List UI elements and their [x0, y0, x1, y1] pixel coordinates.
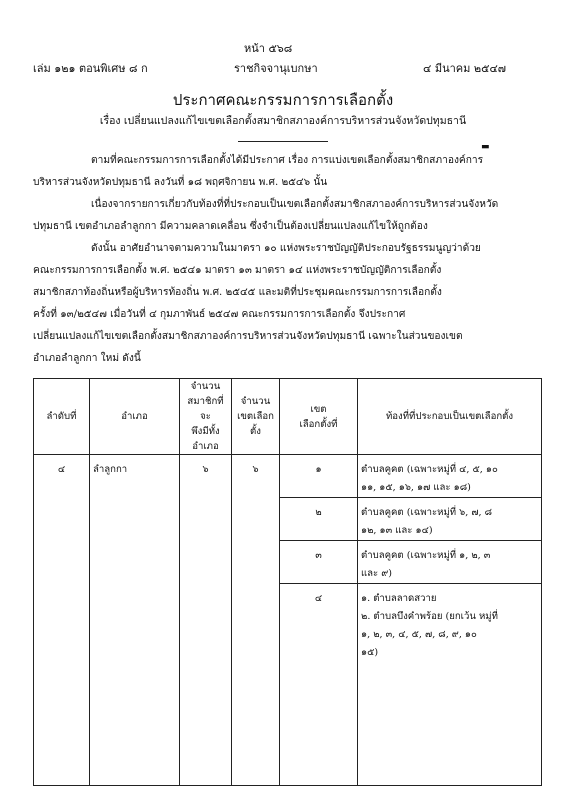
cell-text: ๒ [315, 507, 322, 519]
volume-info: เล่ม ๑๒๑ ตอนพิเศษ ๘ ก [33, 62, 148, 75]
col-header-district [90, 379, 180, 455]
area-line: ๑. ตำบลลาดสวาย [361, 593, 437, 605]
header-text: อำเภอ [192, 441, 219, 452]
paragraph-line: คณะกรรมการการเลือกตั้ง พ.ศ. ๒๕๔๑ มาตรา ๑๓ มาตรา ๑๔ แห่งพระราชบัญญัติการเลือกตั้ง [33, 265, 442, 276]
announcement-title: ประกาศคณะกรรมการการเลือกตั้ง [172, 91, 394, 109]
header-text: สมาชิกที่จะ [187, 396, 224, 422]
area-line: ตำบลคูคต (เฉพาะหมู่ที่ ๖, ๗, ๘ [361, 507, 493, 519]
paragraph-line: เปลี่ยนแปลงแก้ไขเขตเลือกตั้งสมาชิกสภาองค์การบริหารส่วนจังหวัดปทุมธานี เฉพาะในส่วนของเขต [33, 331, 463, 342]
col-header-seq [34, 379, 90, 455]
paragraph-line: ตามที่คณะกรรมการการเลือกตั้งได้มีประกาศ เรื่อง การแบ่งเขตเลือกตั้งสมาชิกสภาองค์การ [91, 155, 484, 166]
area-line: ตำบลคูคต (เฉพาะหมู่ที่ ๑, ๒, ๓ [361, 550, 491, 562]
col-header-areas [358, 379, 542, 455]
paragraph-line: เนื่องจากรายการเกี่ยวกับท้องที่ที่ประกอบเป็นเขตเลือกตั้งสมาชิกสภาองค์การบริหารส่วนจังหวัด [91, 199, 499, 210]
area-line: ๒. ตำบลบึงคำพร้อย (ยกเว้น หมู่ที่ [361, 611, 498, 623]
gazette-name: ราชกิจจานุเบกษา [234, 62, 318, 75]
header-text: เขตเลือกตั้ง [237, 411, 274, 437]
area-line: และ ๙) [361, 568, 393, 580]
paragraph-line: ปทุมธานี เขตอำเภอลำลูกกา มีความคลาดเคลื่อน ซึ่งจำเป็นต้องเปลี่ยนแปลงแก้ไขให้ถูกต้อง [33, 221, 428, 232]
header-text: จำนวน [190, 381, 221, 392]
cell-seq [34, 455, 90, 786]
cell-zone-no [280, 455, 358, 498]
cell-zone-no [280, 584, 358, 786]
cell-areas [358, 584, 542, 786]
header-text: ลำดับที่ [46, 411, 77, 422]
cell-zone-no [280, 498, 358, 541]
paragraph-line: อำเภอลำลูกกา ใหม่ ดังนี้ [33, 353, 141, 364]
stray-mark: ▬ [481, 142, 490, 152]
area-line: ๑๒, ๑๓ และ ๑๔) [361, 525, 433, 537]
table-row [34, 455, 542, 498]
paragraph-3 [33, 238, 481, 370]
area-line: ๑, ๒, ๓, ๔, ๕, ๗, ๘, ๙, ๑๐ [361, 629, 477, 641]
cell-zone-no [280, 541, 358, 584]
header-text: อำเภอ [121, 411, 148, 422]
cell-text: ลำลูกกา [93, 464, 128, 475]
cell-text: ๓ [315, 550, 322, 562]
cell-areas [358, 498, 542, 541]
col-header-zone-no [280, 379, 358, 455]
cell-zones [232, 455, 280, 786]
cell-text: ๑ [315, 464, 322, 475]
paragraph-line: ครั้งที่ ๑๓/๒๕๔๗ เมื่อวันที่ ๔ กุมภาพันธ์ ๒๕๔๗ คณะกรรมการการเลือกตั้ง จึงประกาศ [33, 309, 406, 320]
table-header-row [34, 379, 542, 455]
cell-text: ๖ [252, 464, 259, 475]
cell-district [90, 455, 180, 786]
header-text: พึงมีทั้ง [191, 426, 220, 437]
cell-areas [358, 455, 542, 498]
page-number: หน้า ๕๖๘ [244, 42, 293, 55]
publish-date: ๔ มีนาคม ๒๕๔๗ [423, 62, 507, 75]
paragraph-line: สมาชิกสภาท้องถิ่นหรือผู้บริหารท้องถิ่น พ.ศ. ๒๕๔๕ และมติที่ประชุมคณะกรรมการการเลือกตั้ง [33, 287, 442, 298]
header-text: เลือกตั้งที่ [299, 418, 338, 430]
cell-members [180, 455, 232, 786]
area-line: ตำบลคูคต (เฉพาะหมู่ที่ ๔, ๕, ๑๐ [361, 464, 498, 475]
header-text: จำนวน [240, 396, 271, 407]
col-header-zones [232, 379, 280, 455]
electoral-zone-table [33, 378, 542, 786]
cell-text: ๖ [202, 464, 209, 475]
header-text: ท้องที่ที่ประกอบเป็นเขตเลือกตั้ง [385, 411, 514, 422]
area-line: ๑๕) [361, 647, 379, 659]
paragraph-line: ดังนั้น อาศัยอำนาจตามความในมาตรา ๑๐ แห่งพระราชบัญญัติประกอบรัฐธรรมนูญว่าด้วย [91, 243, 481, 254]
cell-areas [358, 541, 542, 584]
paragraph-2 [33, 194, 498, 238]
cell-text: ๔ [57, 464, 66, 475]
header-text: เขต [310, 403, 327, 415]
paragraph-line: บริหารส่วนจังหวัดปทุมธานี ลงวันที่ ๑๘ พฤศจิกายน พ.ศ. ๒๕๔๖ นั้น [33, 177, 328, 188]
announcement-subtitle: เรื่อง เปลี่ยนแปลงแก้ไขเขตเลือกตั้งสมาชิกสภาองค์การบริหารส่วนจังหวัดปทุมธานี [99, 115, 467, 127]
title-divider [238, 141, 328, 142]
area-line: ๑๑, ๑๕, ๑๖, ๑๗ และ ๑๘) [361, 482, 471, 493]
cell-text: ๔ [314, 593, 323, 605]
col-header-members [180, 379, 232, 455]
paragraph-1 [33, 150, 483, 194]
